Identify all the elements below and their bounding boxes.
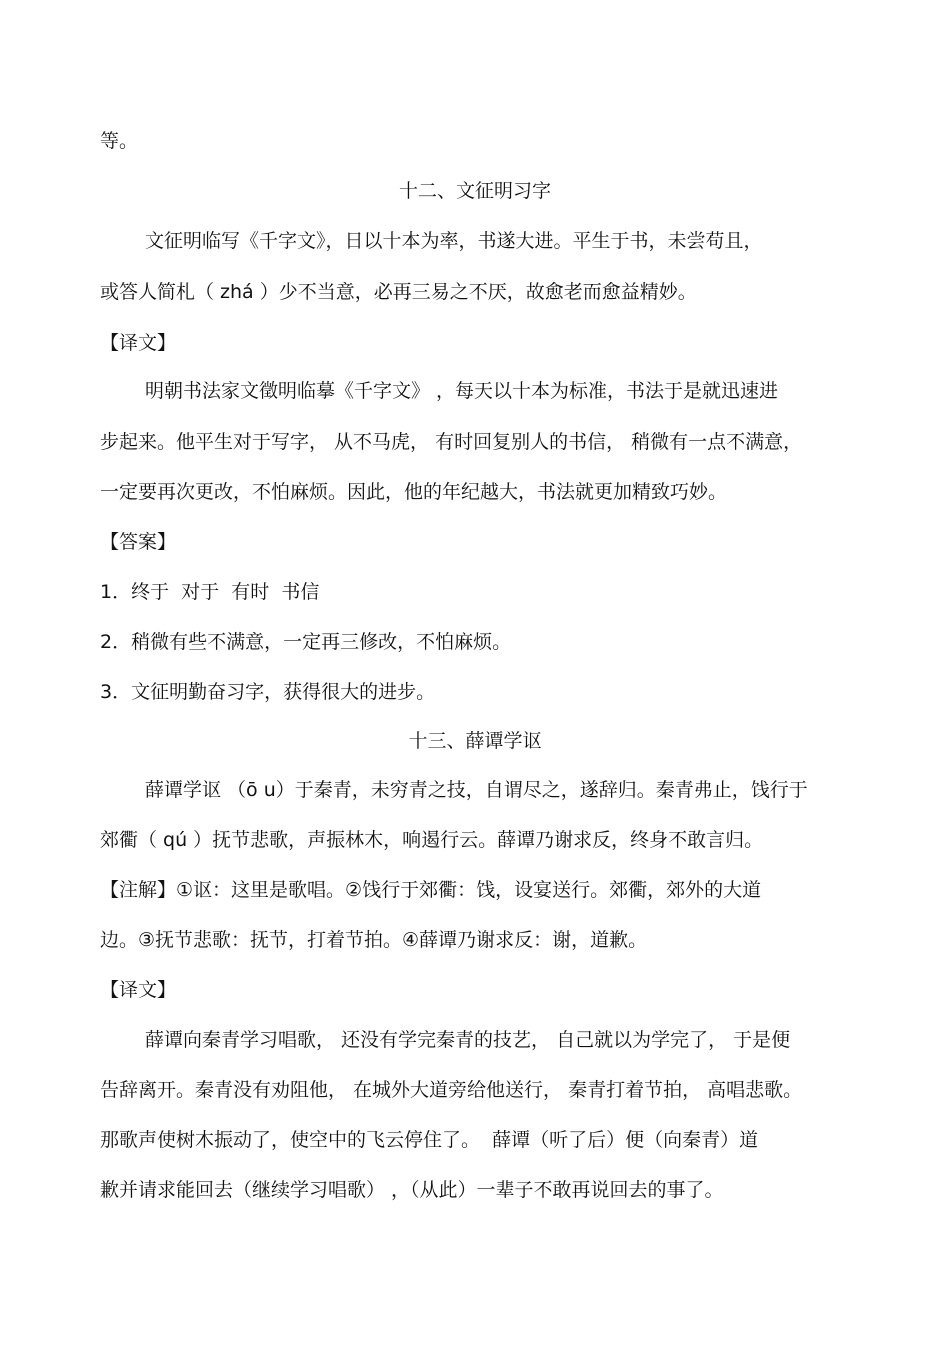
text-line: 步起来。他平生对于写字， 从不马虎， 有时回复别人的书信， 稍微有一点不满意，: [100, 431, 803, 453]
text-line: 那歌声使树木振动了，使空中的飞云停住了。 薛谭（听了后）便（向秦青）道: [100, 1129, 759, 1151]
text-line: 薛谭向秦青学习唱歌， 还没有学完秦青的技艺， 自己就以为学完了， 于是便: [145, 1029, 791, 1051]
section-label: 【答案】: [100, 531, 177, 553]
annotation-line: 【注解】①讴：这里是歌唱。②饯行于郊衢：饯，设宴送行。郊衢，郊外的大道: [100, 879, 762, 901]
section-title: 十三、薛谭学讴: [408, 730, 542, 752]
text-line: 歉并请求能回去（继续学习唱歌） ，（从此）一辈子不敢再说回去的事了。: [100, 1179, 724, 1201]
text-line: 或答人简札（ zhá ）少不当意，必再三易之不厌，故愈老而愈益精妙。: [100, 281, 697, 303]
section-title: 十二、文征明习字: [398, 180, 551, 202]
section-label: 【译文】: [100, 979, 177, 1001]
text-line: 一定要再次更改，不怕麻烦。因此，他的年纪越大，书法就更加精致巧妙。: [100, 481, 728, 503]
annotation-line: 边。③抚节悲歌：抚节，打着节拍。④薛谭乃谢求反：谢，道歉。: [100, 929, 648, 951]
text-line: 郊衢（ qú ）抚节悲歌，声振林木，响遏行云。薛谭乃谢求反，终身不敢言归。: [100, 829, 764, 851]
text-line: 薛谭学讴 （ō u）于秦青，未穷青之技，自谓尽之，遂辞归。秦青弗止，饯行于: [145, 779, 808, 801]
section-label: 【译文】: [100, 332, 177, 354]
answer-item: 2．稍微有些不满意，一定再三修改，不怕麻烦。: [100, 631, 512, 653]
text-line: 告辞离开。秦青没有劝阻他， 在城外大道旁给他送行， 秦青打着节拍， 高唱悲歌。: [100, 1079, 803, 1101]
text-line: 文征明临写《千字文》，日以十本为率，书遂大进。平生于书，未尝苟且，: [145, 230, 763, 252]
text-line: 等。: [100, 130, 139, 152]
answer-item: 3．文征明勤奋习字，获得很大的进步。: [100, 681, 436, 703]
answer-item: 1．终于 对于 有时 书信: [100, 581, 320, 603]
text-line: 明朝书法家文徵明临摹《千字文》 ，每天以十本为标准，书法于是就迅速进: [145, 380, 779, 402]
